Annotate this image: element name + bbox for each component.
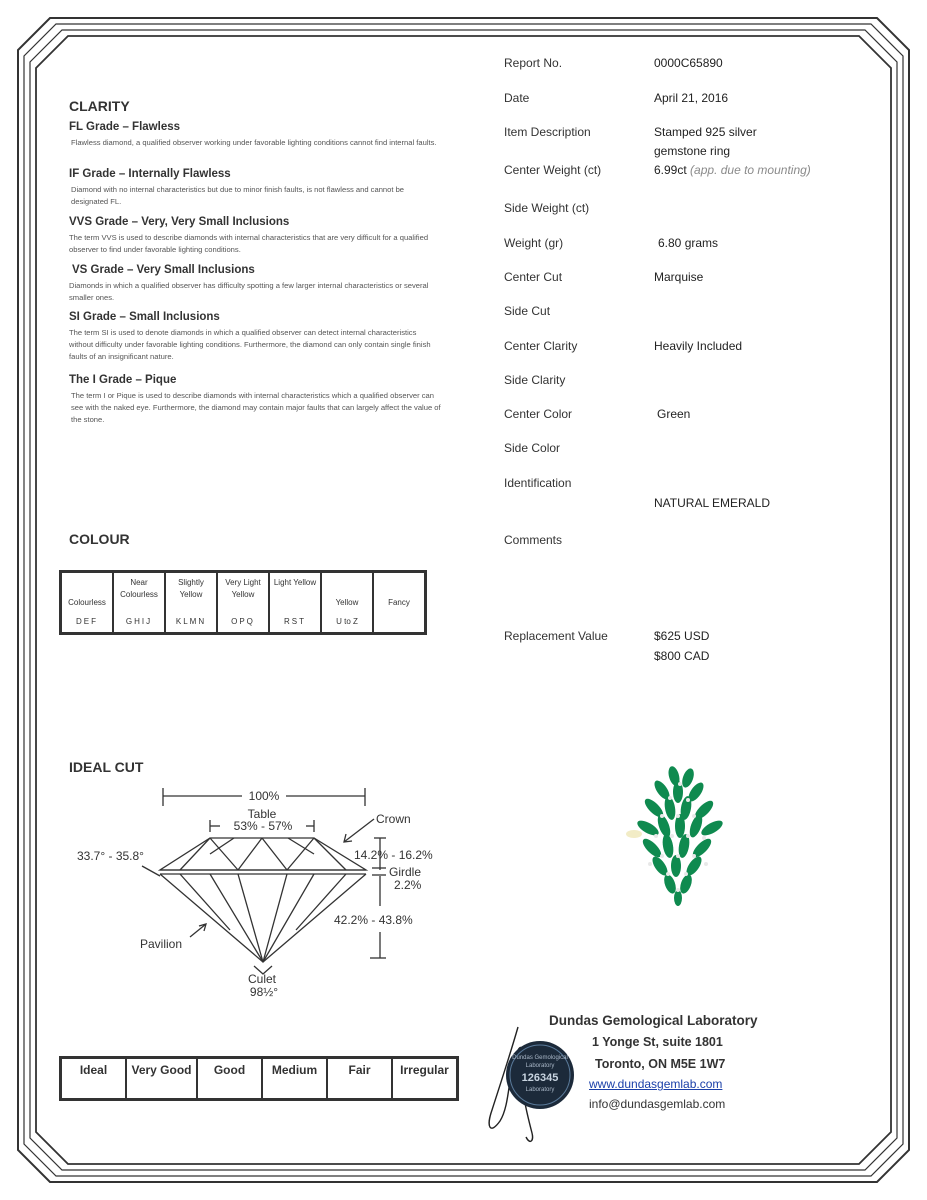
- seal-text-line1: Dundas Gemological: [512, 1055, 568, 1061]
- weight-grams: 6.80 grams: [658, 236, 719, 250]
- cut-grade-table: [59, 1056, 459, 1101]
- cut-grade-very-good: Very Good: [126, 1058, 197, 1099]
- report-label: Side Color: [504, 441, 561, 455]
- girdle-label: Girdle: [389, 865, 422, 879]
- grade-description: The term VVS is used to describe diamonds with internal characteristics that are very difficult for a qualified observer to find under favorable lighting conditions.: [69, 233, 429, 254]
- report-label: Report No.: [504, 56, 563, 70]
- clarity-grade-fl: [69, 121, 441, 149]
- lab-website-link[interactable]: www.dundasgemlab.com: [589, 1077, 723, 1091]
- replacement-value-usd: $625 USD: [654, 629, 710, 643]
- replacement-value-cad: $800 CAD: [654, 649, 710, 663]
- report-label: Center Weight (ct): [504, 163, 602, 177]
- report-label: Date: [504, 91, 530, 105]
- cut-grade-fair: Fair: [327, 1058, 392, 1099]
- item-description: Stamped 925 silver: [654, 125, 757, 139]
- ideal-cut-heading: IDEAL CUT: [69, 759, 144, 775]
- colour-grades: KLMN: [175, 617, 207, 626]
- report-number: 0000C65890: [654, 56, 723, 70]
- seal-text-line2: Laboratory: [525, 1063, 555, 1069]
- center-cut: Marquise: [654, 270, 704, 284]
- colour-cell-klmn: [165, 572, 217, 633]
- lab-email: info@dundasgemlab.com: [589, 1097, 726, 1111]
- colour-cell-rst: [269, 572, 321, 633]
- pavilion-depth: 42.2% - 43.8%: [334, 913, 413, 927]
- colour-cell-u-to-z: [321, 572, 373, 633]
- crown-angle: 33.7° - 35.8°: [77, 849, 144, 863]
- report-label: Side Weight (ct): [504, 201, 590, 215]
- center-weight-note: (app. due to mounting): [690, 163, 811, 177]
- report-label: Side Cut: [504, 304, 551, 318]
- clarity-grade-if: [69, 168, 441, 208]
- report-label: Center Clarity: [504, 339, 578, 353]
- lab-address-line2: Toronto, ON M5E 1W7: [595, 1057, 726, 1071]
- colour-name: Light Yellow: [273, 578, 317, 587]
- girdle-value: 2.2%: [394, 878, 422, 892]
- colour-cell-def: [61, 572, 113, 633]
- clarity-grade-si: [69, 311, 439, 363]
- center-weight: [654, 163, 811, 177]
- colour-grades: GHIJ: [125, 617, 153, 626]
- colour-scale-table: [59, 570, 427, 635]
- center-weight-value: 6.99ct: [654, 163, 687, 177]
- report-label: Replacement Value: [504, 629, 608, 643]
- clarity-grade-vvs: [69, 216, 439, 256]
- grade-title: The I Grade – Pique: [69, 374, 177, 386]
- colour-heading: COLOUR: [69, 531, 130, 547]
- seal-number: 126345: [521, 1072, 559, 1084]
- report-label: Center Cut: [504, 270, 563, 284]
- seal-text-line3: Laboratory: [525, 1087, 555, 1093]
- grade-description: Diamonds in which a qualified observer has difficulty spotting a few larger internal characteristics or several smaller ones.: [69, 281, 429, 302]
- lab-name: Dundas Gemological Laboratory: [549, 1013, 758, 1028]
- center-clarity: Heavily Included: [654, 339, 743, 353]
- grade-title: IF Grade – Internally Flawless: [69, 168, 231, 180]
- culet-label: Culet: [247, 972, 277, 986]
- grade-title: VVS Grade – Very, Very Small Inclusions: [69, 216, 290, 228]
- crown-height: 14.2% - 16.2%: [354, 848, 433, 862]
- signature-and-seal: [470, 1015, 590, 1150]
- colour-cell-opq: [217, 572, 269, 633]
- colour-grades: RST: [284, 617, 306, 626]
- item-description-line2: gemstone ring: [654, 144, 731, 158]
- colour-grades: OPQ: [231, 617, 255, 626]
- crown-label: Crown: [376, 812, 411, 826]
- colour-grades: U to Z: [336, 617, 358, 626]
- grade-description: Diamond with no internal characteristics but due to minor finish faults, is not flawless and cannot be designated FL.: [71, 185, 405, 206]
- colour-grades: DEF: [76, 617, 98, 626]
- cut-grade-good: Good: [197, 1058, 262, 1099]
- report-label: Comments: [504, 533, 563, 547]
- clarity-grade-i: [69, 374, 441, 426]
- grade-title: VS Grade – Very Small Inclusions: [72, 264, 255, 276]
- lab-address-line1: 1 Yonge St, suite 1801: [592, 1035, 723, 1049]
- colour-name: Colourless: [68, 597, 106, 607]
- diamond-proportions-diagram: [60, 780, 460, 1005]
- table-range: 53% - 57%: [233, 819, 293, 833]
- grade-description: Flawless diamond, a qualified observer working under favorable lighting conditions cannot find internal faults.: [71, 138, 437, 147]
- report-label: Center Color: [504, 407, 573, 421]
- colour-name: Yellow: [335, 597, 359, 607]
- report-date: April 21, 2016: [654, 91, 729, 105]
- cut-grade-medium: Medium: [262, 1058, 327, 1099]
- colour-name: Very Light Yellow: [225, 578, 261, 599]
- table-label: Table: [247, 807, 277, 821]
- cut-grade-ideal: Ideal: [61, 1058, 126, 1099]
- identification: NATURAL EMERALD: [654, 496, 771, 510]
- colour-name: Slightly Yellow: [178, 578, 204, 599]
- colour-name: Near Colourless: [120, 578, 158, 599]
- grade-description: The term SI is used to denote diamonds in which a qualified observer can detect internal characteristics without difficulty under favorable lighting conditions. Furthermore, the diamond can only contain single finish faults of an insignificant nature.: [69, 328, 431, 361]
- grade-description: The term I or Pique is used to describe diamonds with internal characteristics which a qualified observer can see with the naked eye. Furthermore, the diamond may contain major faults that can largely affect the value of the stone.: [71, 391, 441, 424]
- center-color: Green: [657, 407, 691, 421]
- pavilion-label: Pavilion: [140, 937, 183, 951]
- report-label: Item Description: [504, 125, 591, 139]
- colour-cell-fancy: [373, 572, 425, 633]
- colour-name: Fancy: [388, 597, 410, 607]
- grade-title: FL Grade – Flawless: [69, 121, 181, 133]
- culet-value: 98½°: [249, 985, 279, 999]
- clarity-heading: CLARITY: [69, 98, 130, 114]
- width-label: 100%: [248, 789, 280, 803]
- report-label: Weight (gr): [504, 236, 564, 250]
- emerald-ring-photo: [618, 764, 736, 912]
- grade-title: SI Grade – Small Inclusions: [69, 311, 220, 323]
- clarity-grade-vs: [69, 264, 439, 304]
- report-label: Side Clarity: [504, 373, 566, 387]
- colour-cell-ghij: [113, 572, 165, 633]
- report-label: Identification: [504, 476, 572, 490]
- cut-grade-irregular: Irregular: [392, 1058, 457, 1099]
